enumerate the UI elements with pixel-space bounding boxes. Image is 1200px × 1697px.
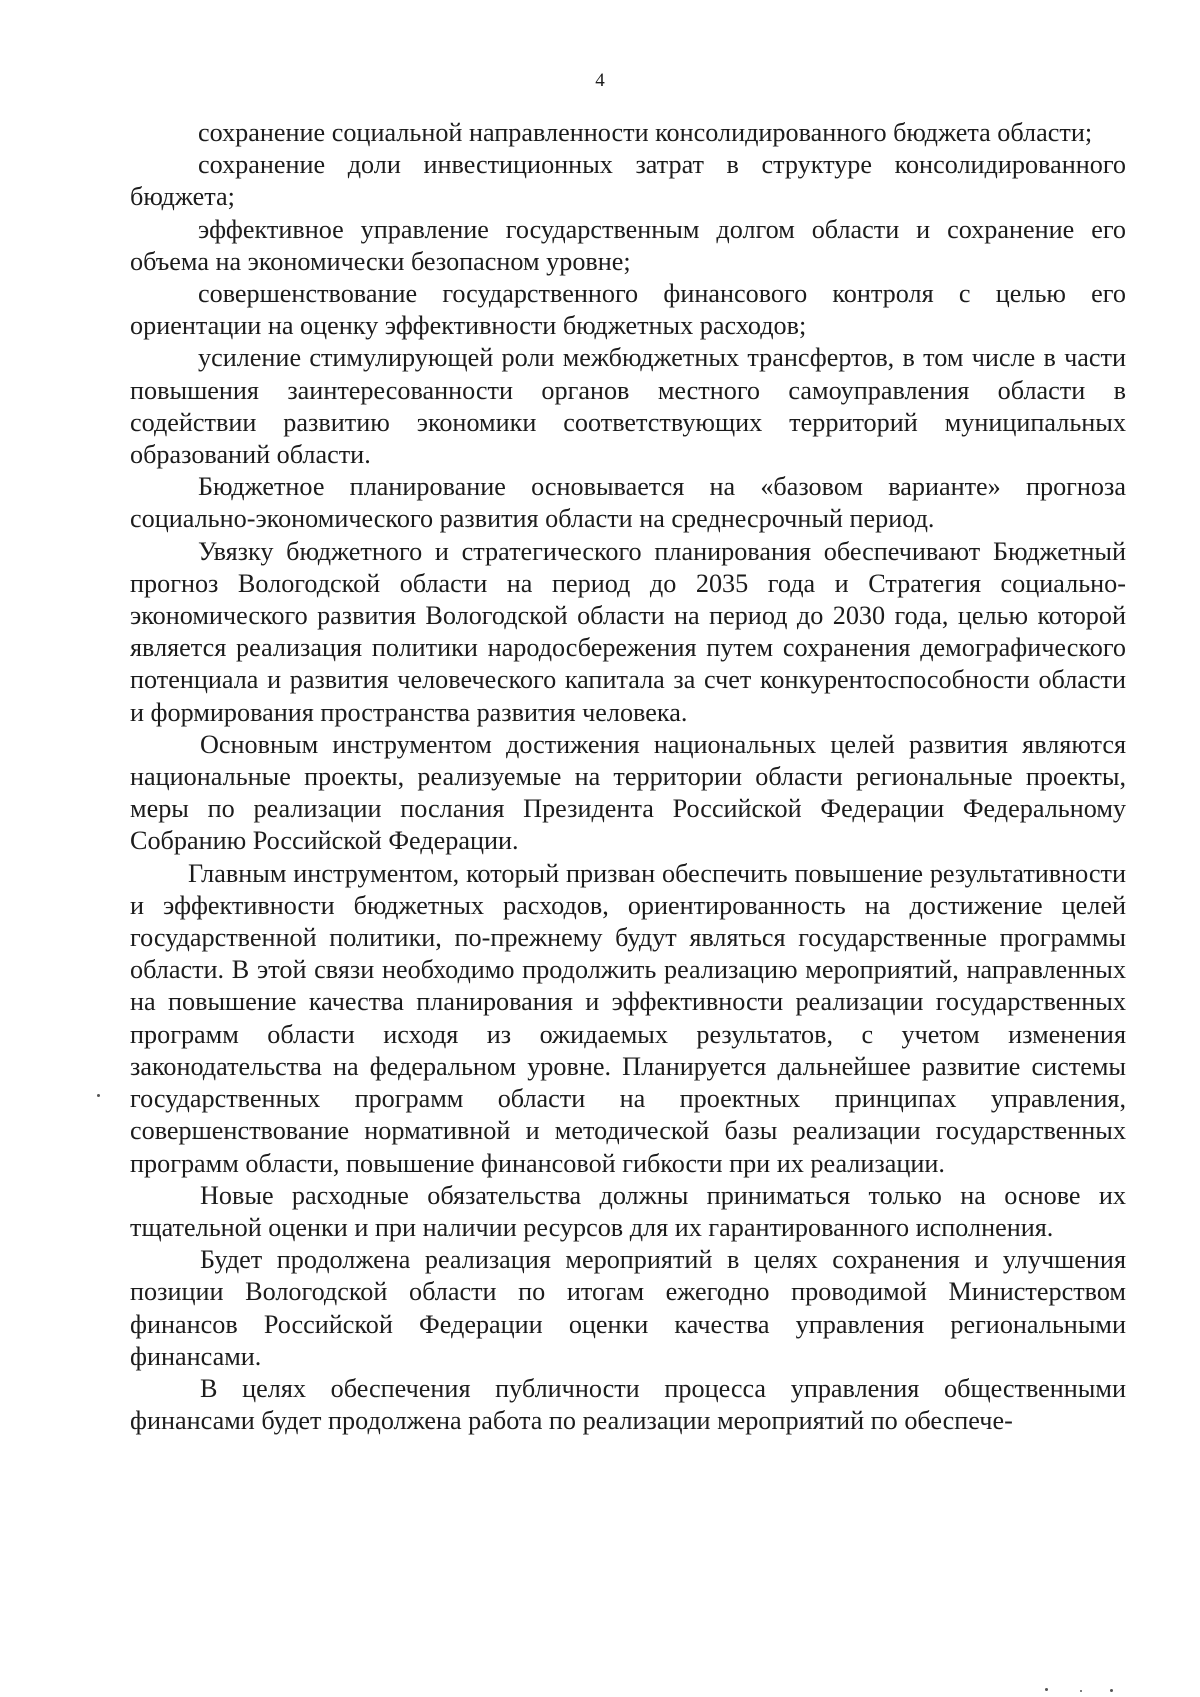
paragraph: сохранение социальной направленности консолидированного бюджета области; [198, 118, 1093, 147]
paragraph: Главным инструментом, который призван обеспечить повышение результативности и эффективности бюджетных расходов, ориентированность на достижение целей государственной политики, по-прежнему будут являться государственные программы области. В этой связи необходимо продолжить реализацию мероприятий, направленных на повышение качества планирования и эффективности реализации государственных программ области исходя из ожидаемых результатов, с учетом изменения законодательства на федеральном уровне. Планируется дальнейшее развитие системы государственных программ области на проектных принципах управления, совершенствование нормативной и методической базы реализации государственных программ области, повышение финансовой гибкости при их реализации. [130, 858, 1126, 1178]
paragraph: усиление стимулирующей роли межбюджетных трансфертов, в том числе в части повышения заинтересованности органов местного самоуправления области в содействии развитию экономики соответствующих территорий муниципальных образований области. [130, 343, 1126, 470]
paragraph: Основным инструментом достижения национальных целей развития являются национальные проекты, реализуемые на территории области региональные проекты, меры по реализации послания Президента Российской Федерации Федеральному Собранию Российской Федерации. [130, 729, 1126, 856]
scan-speck [1045, 1688, 1048, 1691]
paragraph: совершенствование государственного финансового контроля с целью его ориентации на оценку эффективности бюджетных расходов; [130, 279, 1126, 341]
paragraph: Новые расходные обязательства должны приниматься только на основе их тщательной оценки и при наличии ресурсов для их гарантированного исполнения. [130, 1180, 1126, 1242]
scan-speck [1080, 1690, 1082, 1692]
paragraph: эффективное управление государственным долгом области и сохранение его объема на экономически безопасном уровне; [130, 214, 1126, 276]
page-number: 4 [595, 70, 605, 91]
paragraph: В целях обеспечения публичности процесса управления общественными финансами будет продолжена работа по реализации мероприятий по обеспече- [130, 1373, 1126, 1436]
body-text [130, 117, 1126, 1437]
paragraph: Увязку бюджетного и стратегического планирования обеспечивают Бюджетный прогноз Вологодской области на период до 2035 года и Стратегия социально-экономического развития Вологодской области на период до 2030 года, целью которой является реализация политики народосбережения путем сохранения демографического потенциала и развития человеческого капитала за счет конкурентоспособности области и формирования пространства развития человека. [130, 536, 1126, 727]
paragraph: Будет продолжена реализация мероприятий в целях сохранения и улучшения позиции Вологодской области по итогам ежегодно проводимой Министерством финансов Российской Федерации оценки качества управления региональными финансами. [130, 1245, 1126, 1371]
scan-speck [97, 1094, 100, 1097]
paragraph: сохранение доли инвестиционных затрат в структуре консолидированного бюджета; [130, 150, 1126, 212]
paragraph: Бюджетное планирование основывается на «базовом варианте» прогноза социально-экономического развития области на среднесрочный период. [130, 472, 1126, 534]
scan-speck [1110, 1689, 1113, 1692]
